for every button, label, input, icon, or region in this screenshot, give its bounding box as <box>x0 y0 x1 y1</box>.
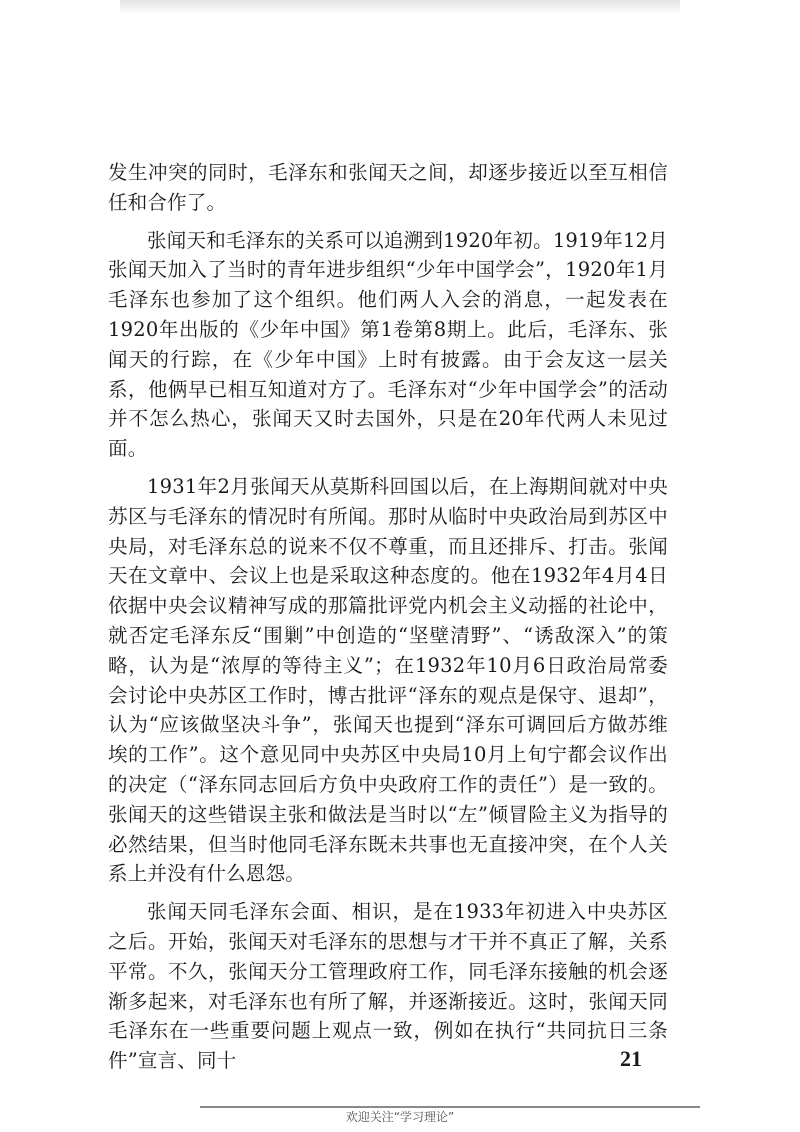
body-text <box>108 158 668 1076</box>
scan-edge-shadow <box>120 0 680 14</box>
footer-watermark-text: 欢迎关注“学习理论” <box>345 1110 455 1124</box>
paragraph-2: 张闻天和毛泽东的关系可以追溯到1920年初。1919年12月张闻天加入了当时的青年进步组织“少年中国学会”，1920年1月毛泽东也参加了这个组织。他们两人入会的消息，一起发表在1920年出版的《少年中国》第1卷第8期上。此后，毛泽东、张闻天的行踪，在《少年中国》上时有披露。由于会友这一层关系，他俩早已相互知道对方了。毛泽东对“少年中国学会”的活动并不怎么热心，张闻天又时去国外，只是在20年代两人未见过面。 <box>108 228 668 461</box>
paragraph-1: 发生冲突的同时，毛泽东和张闻天之间，却逐步接近以至互相信任和合作了。 <box>108 161 668 214</box>
page-number: 21 <box>620 1046 642 1071</box>
paragraph-4: 张闻天同毛泽东会面、相识，是在1933年初进入中央苏区之后。开始，张闻天对毛泽东的思想与才干并不真正了解，关系平常。不久，张闻天分工管理政府工作，同毛泽东接触的机会逐渐多起来，对毛泽东也有所了解，并逐渐接近。这时，张闻天同毛泽东在一些重要问题上观点一致，例如在执行“共同抗日三条件”宣言、同十 <box>108 900 668 1073</box>
paragraph-3: 1931年2月张闻天从莫斯科回国以后，在上海期间就对中央苏区与毛泽东的情况时有所闻。那时从临时中央政治局到苏区中央局，对毛泽东总的说来不仅不尊重，而且还排斥、打击。张闻天在文章中、会议上也是采取这种态度的。他在1932年4月4日依据中央会议精神写成的那篇批评党内机会主义动摇的社论中，就否定毛泽东反“围剿”中创造的“坚壁清野”、“诱敌深入”的策略，认为是“浓厚的等待主义”；在1932年10月6日政治局常委会讨论中央苏区工作时，博古批评“泽东的观点是保守、退却”，认为“应该做坚决斗争”，张闻天也提到“泽东可调回后方做苏维埃的工作”。这个意见同中央苏区中央局10月上旬宁都会议作出的决定（“泽东同志回后方负中央政府工作的责任”）是一致的。张闻天的这些错误主张和做法是当时以“左”倾冒险主义为指导的必然结果，但当时他同毛泽东既未共事也无直接冲突，在个人关系上并没有什么恩怨。 <box>108 474 668 886</box>
